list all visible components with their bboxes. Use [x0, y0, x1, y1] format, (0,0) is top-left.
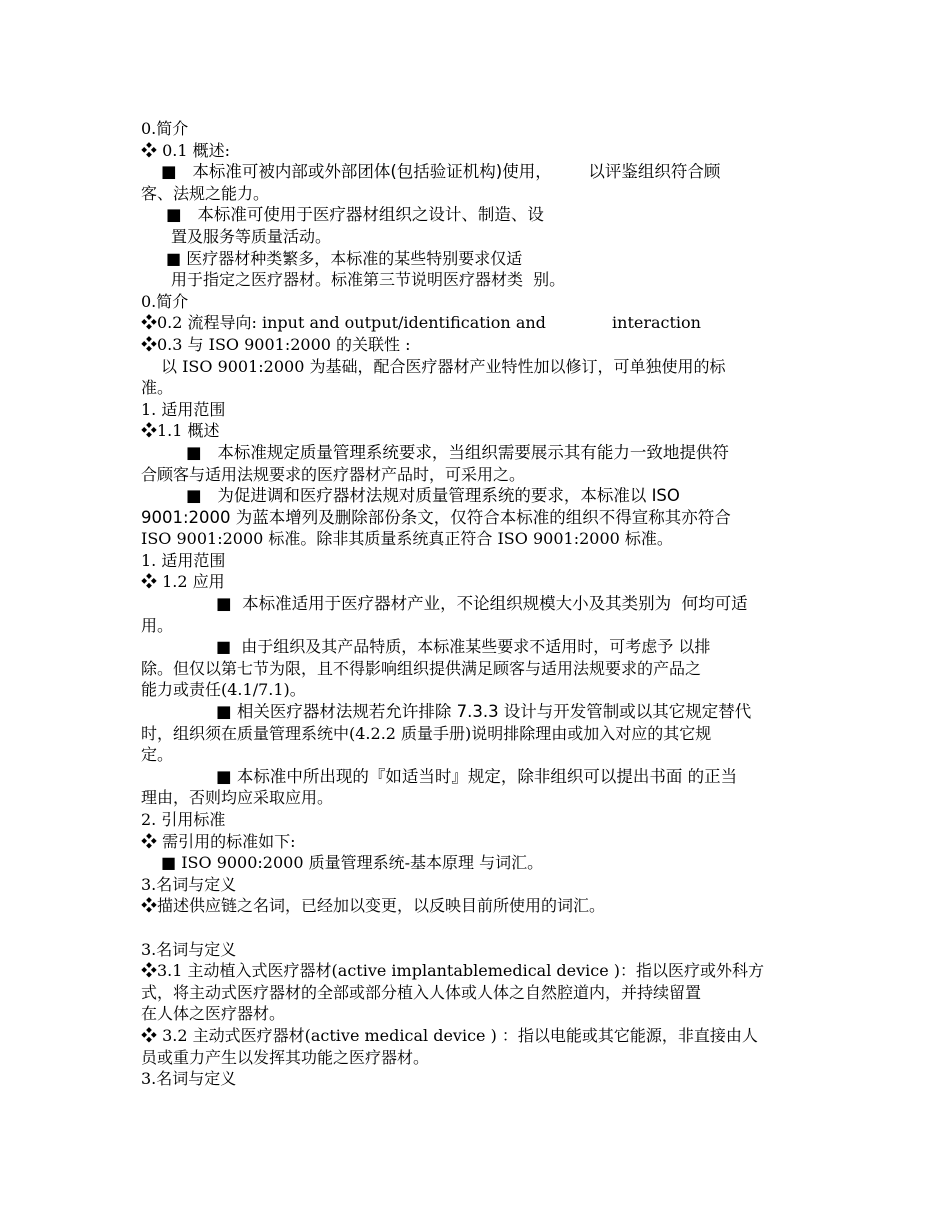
- text-line: 用于指定之医疗器材。标准第三节说明医疗器材类 别。: [171, 270, 566, 290]
- bullet-line: ■ 本标准规定质量管理系统要求，当组织需要展示其有能力一致地提供符: [186, 442, 729, 462]
- bullet-line: ■ 为促进调和医疗器材法规对质量管理系统的要求，本标准以 ISO: [186, 486, 680, 506]
- section-heading: 1. 适用范围: [141, 550, 226, 570]
- bullet-line: ■ 本标准可使用于医疗器材组织之设计、制造、设: [166, 205, 544, 225]
- subsection-heading: ❖ 0.1 概述:: [141, 140, 231, 160]
- text-line: 置及服务等质量活动。: [171, 226, 332, 246]
- text-line: 定。: [141, 745, 174, 765]
- text-line: 时，组织须在质量管理系统中(4.2.2 质量手册)说明排除理由或加入对应的其它规: [141, 723, 712, 743]
- bullet-line: ■ ISO 9000:2000 质量管理系统-基本原理 与词汇。: [161, 853, 544, 873]
- section-heading: 2. 引用标准: [141, 810, 226, 829]
- section-heading: 0.简介: [141, 119, 189, 138]
- subsection-heading: ❖描述供应链之名词，已经加以变更，以反映目前所使用的词汇。: [141, 896, 606, 916]
- blank-line: [141, 917, 813, 939]
- text-line: ISO 9001:2000 标准。除非其质量系统真正符合 ISO 9001:2000 标准。: [141, 529, 673, 549]
- section-heading: 3.名词与定义: [141, 874, 237, 894]
- text-line: 理由，否则均应采取应用。: [141, 788, 334, 808]
- subsection-heading: ❖ 1.2 应用: [141, 572, 225, 592]
- text-line: 员或重力产生以发挥其功能之医疗器材。: [141, 1047, 430, 1067]
- text-line: 用。: [141, 615, 174, 635]
- text-line: 合顾客与适用法规要求的医疗器材产品时，可采用之。: [141, 464, 526, 484]
- bullet-line: ■ 医疗器材种类繁多，本标准的某些特别要求仅适: [166, 248, 523, 268]
- text-line: 在人体之医疗器材。: [141, 1004, 286, 1024]
- bullet-line: ■ 由于组织及其产品特质，本标准某些要求不适用时，可考虑予 以排: [216, 637, 711, 657]
- document-body: [141, 118, 813, 1090]
- definition-line: ❖ 3.2 主动式医疗器材(active medical device ) ：指以电能或其它能源，非直接由人: [141, 1025, 758, 1045]
- subsection-heading: ❖0.3 与 ISO 9001:2000 的关联性 :: [141, 334, 411, 354]
- bullet-line: ■ 本标准中所出现的『如适当时』规定，除非组织可以提出书面 的正当: [216, 766, 738, 786]
- subsection-heading: ❖ 需引用的标准如下:: [141, 831, 296, 851]
- section-heading: 3.名词与定义: [141, 1069, 237, 1089]
- text-line: 式，将主动式医疗器材的全部或部分植入人体或人体之自然腔道内，并持续留置: [141, 982, 702, 1002]
- subsection-heading: ❖0.2 流程导向: input and output/identification and interaction: [141, 313, 701, 333]
- text-line: 9001:2000 为蓝本增列及删除部份条文，仅符合本标准的组织不得宣称其亦符合: [141, 507, 731, 527]
- text-line: 以 ISO 9001:2000 为基础，配合医疗器材产业特性加以修订，可单独使用的标: [161, 356, 726, 376]
- text-line: 客、法规之能力。: [141, 183, 270, 203]
- text-line: 除。但仅以第七节为限，且不得影响组织提供满足顾客与适用法规要求的产品之: [141, 658, 702, 678]
- subsection-heading: ❖1.1 概述: [141, 421, 220, 441]
- bullet-line: ■ 本标准可被内部或外部团体(包括验证机构)使用， 以评鉴组织符合顾: [161, 162, 721, 182]
- section-heading: 3.名词与定义: [141, 939, 237, 959]
- text-line: 能力或责任(4.1/7.1)。: [141, 680, 306, 700]
- definition-line: ❖3.1 主动植入式医疗器材(active implantablemedical device )：指以医疗或外科方: [141, 961, 765, 981]
- section-heading: 0.简介: [141, 291, 189, 311]
- bullet-line: ■ 本标准适用于医疗器材产业，不论组织规模大小及其类别为 何均可适: [216, 594, 748, 614]
- text-line: 准。: [141, 378, 174, 398]
- section-heading: 1. 适用范围: [141, 399, 226, 419]
- bullet-line: ■ 相关医疗器材法规若允许排除 7.3.3 设计与开发管制或以其它规定替代: [216, 702, 752, 722]
